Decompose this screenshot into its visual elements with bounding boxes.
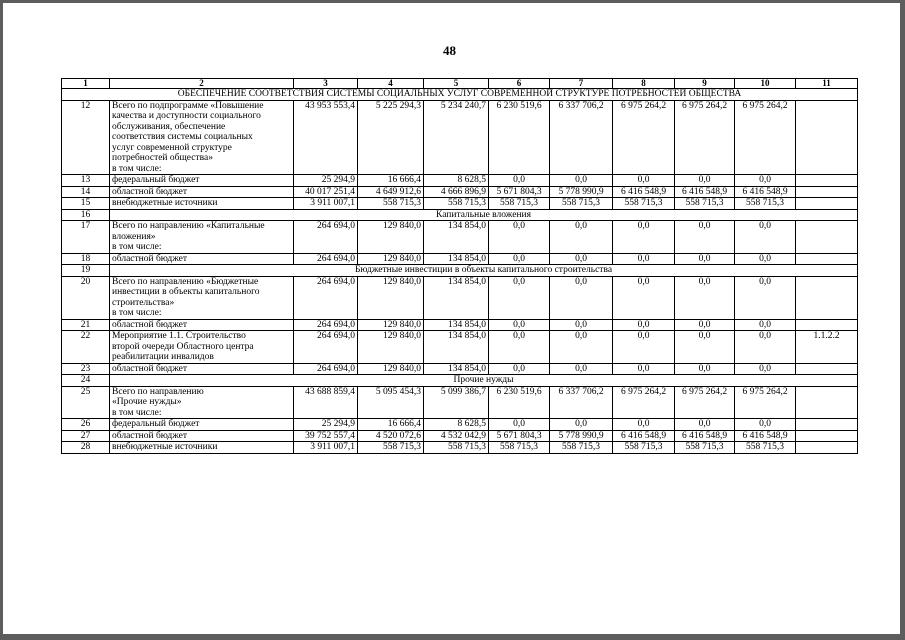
table-body: [62, 79, 858, 454]
value-cell: 6 975 264,2: [675, 386, 735, 419]
note-cell: [796, 253, 858, 265]
note-cell: [796, 100, 858, 175]
table-row: [62, 253, 858, 265]
note-cell: [796, 175, 858, 187]
value-cell: 0,0: [550, 419, 613, 431]
value-cell: 0,0: [735, 175, 796, 187]
row-number: 23: [62, 363, 110, 375]
value-cell: 5 778 990,9: [550, 430, 613, 442]
row-number: 22: [62, 331, 110, 364]
value-cell: 8 628,5: [424, 175, 489, 187]
value-cell: 6 975 264,2: [735, 386, 796, 419]
column-number-cell: 4: [358, 79, 424, 89]
value-cell: 558 715,3: [735, 442, 796, 454]
value-cell: 6 416 548,9: [675, 430, 735, 442]
column-number-cell: 7: [550, 79, 613, 89]
value-cell: 264 694,0: [294, 276, 358, 319]
row-name-cell: [110, 186, 294, 198]
value-cell: 0,0: [735, 363, 796, 375]
value-cell: 0,0: [489, 253, 550, 265]
table-row: [62, 186, 858, 198]
value-cell: 0,0: [675, 221, 735, 254]
row-name-line: Всего по направлению «Бюджетные: [112, 276, 259, 287]
row-number: 21: [62, 319, 110, 331]
value-cell: 4 520 072,6: [358, 430, 424, 442]
column-number-cell: 2: [110, 79, 294, 89]
column-number-cell: 6: [489, 79, 550, 89]
value-cell: 134 854,0: [424, 319, 489, 331]
row-name-cell: [110, 319, 294, 331]
row-name-cell: [110, 175, 294, 187]
row-name-cell: [110, 100, 294, 175]
value-cell: 6 975 264,2: [613, 100, 675, 175]
note-cell: [796, 442, 858, 454]
value-cell: 0,0: [675, 253, 735, 265]
value-cell: 129 840,0: [358, 319, 424, 331]
value-cell: 6 416 548,9: [613, 430, 675, 442]
budget-table: [61, 78, 858, 454]
value-cell: 0,0: [613, 276, 675, 319]
value-cell: 558 715,3: [613, 198, 675, 210]
table-row: [62, 175, 858, 187]
value-cell: 264 694,0: [294, 319, 358, 331]
section-label: Бюджетные инвестиции в объекты капитального строительства: [110, 265, 858, 277]
value-cell: 5 099 386,7: [424, 386, 489, 419]
value-cell: 6 975 264,2: [613, 386, 675, 419]
section-row: [62, 209, 858, 221]
column-number-cell: 11: [796, 79, 858, 89]
value-cell: 0,0: [675, 175, 735, 187]
row-name-line: областной бюджет: [112, 253, 188, 264]
row-name-line: реабилитации инвалидов: [112, 352, 214, 362]
table-row: [62, 221, 858, 254]
value-cell: 0,0: [489, 363, 550, 375]
value-cell: 0,0: [613, 319, 675, 331]
value-cell: 134 854,0: [424, 221, 489, 254]
value-cell: 558 715,3: [358, 442, 424, 454]
value-cell: 0,0: [613, 253, 675, 265]
value-cell: 0,0: [550, 331, 613, 364]
value-cell: 25 294,9: [294, 419, 358, 431]
section-title-row: [62, 89, 858, 101]
note-cell: [796, 276, 858, 319]
value-cell: 39 752 557,4: [294, 430, 358, 442]
row-name-cell: [110, 363, 294, 375]
row-name-cell: [110, 442, 294, 454]
row-number: 27: [62, 430, 110, 442]
row-name-line: в том числе:: [112, 163, 162, 174]
table-row: [62, 331, 858, 364]
value-cell: 264 694,0: [294, 221, 358, 254]
value-cell: 558 715,3: [550, 442, 613, 454]
value-cell: 3 911 007,1: [294, 442, 358, 454]
value-cell: 0,0: [735, 253, 796, 265]
row-name-cell: [110, 253, 294, 265]
value-cell: 129 840,0: [358, 276, 424, 319]
value-cell: 558 715,3: [550, 198, 613, 210]
value-cell: 6 416 548,9: [613, 186, 675, 198]
row-name-line: федеральный бюджет: [112, 419, 200, 429]
row-name-line: «Прочие нужды»: [112, 397, 182, 407]
value-cell: 6 337 706,2: [550, 386, 613, 419]
value-cell: 6 230 519,6: [489, 386, 550, 419]
value-cell: 5 671 804,3: [489, 430, 550, 442]
value-cell: 0,0: [489, 419, 550, 431]
column-number-cell: 9: [675, 79, 735, 89]
value-cell: 0,0: [613, 221, 675, 254]
value-cell: 134 854,0: [424, 363, 489, 375]
value-cell: 0,0: [550, 276, 613, 319]
value-cell: 0,0: [613, 175, 675, 187]
row-name-line: строительства»: [112, 297, 175, 308]
value-cell: 0,0: [735, 331, 796, 364]
table-row: [62, 198, 858, 210]
value-cell: 264 694,0: [294, 331, 358, 364]
value-cell: 0,0: [735, 319, 796, 331]
row-name-line: внебюджетные источники: [112, 442, 218, 452]
value-cell: 558 715,3: [489, 198, 550, 210]
note-cell: [796, 221, 858, 254]
page-number: 48: [443, 43, 456, 58]
value-cell: 16 666,4: [358, 175, 424, 187]
value-cell: 264 694,0: [294, 363, 358, 375]
value-cell: 5 095 454,3: [358, 386, 424, 419]
note-cell: [796, 386, 858, 419]
row-name-line: качества и доступности социального: [112, 111, 261, 121]
value-cell: 6 975 264,2: [735, 100, 796, 175]
row-number: 13: [62, 175, 110, 187]
section-label: Прочие нужды: [110, 375, 858, 387]
row-number: 26: [62, 419, 110, 431]
table-row: [62, 386, 858, 419]
table-row: [62, 100, 858, 175]
value-cell: 43 688 859,4: [294, 386, 358, 419]
value-cell: 0,0: [489, 276, 550, 319]
row-name-line: в том числе:: [112, 242, 162, 252]
value-cell: 558 715,3: [424, 442, 489, 454]
value-cell: 134 854,0: [424, 331, 489, 364]
value-cell: 6 416 548,9: [735, 430, 796, 442]
column-number-cell: 10: [735, 79, 796, 89]
row-name-line: областной бюджет: [112, 319, 188, 330]
section-row: [62, 375, 858, 387]
value-cell: 0,0: [735, 276, 796, 319]
section-row: [62, 265, 858, 277]
value-cell: 0,0: [489, 221, 550, 254]
row-number: 19: [62, 265, 110, 277]
row-name-line: Всего по направлению «Капитальные: [112, 221, 265, 231]
value-cell: 25 294,9: [294, 175, 358, 187]
value-cell: 0,0: [550, 363, 613, 375]
row-name-line: соответствия системы социальных: [112, 132, 253, 142]
value-cell: 558 715,3: [358, 198, 424, 210]
value-cell: 6 416 548,9: [735, 186, 796, 198]
value-cell: 0,0: [489, 175, 550, 187]
row-name-cell: [110, 386, 294, 419]
value-cell: 0,0: [550, 221, 613, 254]
row-number: 12: [62, 100, 110, 175]
note-cell: [796, 430, 858, 442]
value-cell: 558 715,3: [424, 198, 489, 210]
column-number-cell: 8: [613, 79, 675, 89]
row-name-line: в том числе:: [112, 407, 162, 418]
value-cell: 558 715,3: [613, 442, 675, 454]
row-number: 18: [62, 253, 110, 265]
note-cell: [796, 419, 858, 431]
row-name-cell: [110, 198, 294, 210]
header-row: [62, 79, 858, 89]
column-number-cell: 3: [294, 79, 358, 89]
row-name-line: Мероприятие 1.1. Строительство: [112, 331, 246, 341]
value-cell: 4 532 042,9: [424, 430, 489, 442]
value-cell: 129 840,0: [358, 253, 424, 265]
value-cell: 16 666,4: [358, 419, 424, 431]
value-cell: 5 225 294,3: [358, 100, 424, 175]
row-number: 17: [62, 221, 110, 254]
value-cell: 558 715,3: [675, 198, 735, 210]
row-name-line: инвестиции в объекты капитального: [112, 287, 260, 297]
value-cell: 0,0: [613, 331, 675, 364]
row-number: 16: [62, 209, 110, 221]
row-number: 24: [62, 375, 110, 387]
value-cell: 0,0: [675, 363, 735, 375]
value-cell: 3 911 007,1: [294, 198, 358, 210]
value-cell: 0,0: [675, 331, 735, 364]
value-cell: 5 234 240,7: [424, 100, 489, 175]
note-cell: [796, 198, 858, 210]
row-name-line: внебюджетные источники: [112, 198, 218, 208]
value-cell: 6 416 548,9: [675, 186, 735, 198]
value-cell: 0,0: [735, 419, 796, 431]
value-cell: 0,0: [613, 419, 675, 431]
table-row: [62, 430, 858, 442]
column-number-cell: 5: [424, 79, 489, 89]
row-name-cell: [110, 419, 294, 431]
row-name-line: обслуживания, обеспечение: [112, 121, 226, 132]
document-page: [3, 3, 900, 634]
row-name-line: потребностей общества»: [112, 153, 213, 163]
row-number: 28: [62, 442, 110, 454]
value-cell: 134 854,0: [424, 276, 489, 319]
value-cell: 558 715,3: [675, 442, 735, 454]
note-cell: [796, 319, 858, 331]
section-label: Капитальные вложения: [110, 209, 858, 221]
row-name-cell: [110, 430, 294, 442]
row-name-cell: [110, 331, 294, 364]
value-cell: 40 017 251,4: [294, 186, 358, 198]
value-cell: 264 694,0: [294, 253, 358, 265]
row-name-cell: [110, 276, 294, 319]
value-cell: 0,0: [613, 363, 675, 375]
value-cell: 43 953 553,4: [294, 100, 358, 175]
row-name-line: Всего по направлению: [112, 386, 204, 397]
row-name-line: областной бюджет: [112, 186, 188, 197]
value-cell: 4 649 912,6: [358, 186, 424, 198]
value-cell: 558 715,3: [489, 442, 550, 454]
row-name-line: вложения»: [112, 231, 156, 242]
value-cell: 0,0: [489, 331, 550, 364]
value-cell: 0,0: [675, 276, 735, 319]
row-name-cell: [110, 221, 294, 254]
value-cell: 0,0: [550, 319, 613, 331]
row-name-line: второй очереди Областного центра: [112, 341, 254, 352]
note-cell: [796, 363, 858, 375]
value-cell: 0,0: [550, 175, 613, 187]
note-cell: [796, 186, 858, 198]
value-cell: 129 840,0: [358, 331, 424, 364]
table-row: [62, 363, 858, 375]
section-title: ОБЕСПЕЧЕНИЕ СООТВЕТСТВИЯ СИСТЕМЫ СОЦИАЛЬНЫХ УСЛУГ СОВРЕМЕННОЙ СТРУКТУРЕ ПОТРЕБНОСТЕЙ ОБЩЕСТВА: [62, 89, 858, 101]
row-number: 20: [62, 276, 110, 319]
row-name-line: областной бюджет: [112, 363, 188, 374]
value-cell: 558 715,3: [735, 198, 796, 210]
value-cell: 4 666 896,9: [424, 186, 489, 198]
note-cell: 1.1.2.2: [796, 331, 858, 364]
value-cell: 8 628,5: [424, 419, 489, 431]
value-cell: 0,0: [550, 253, 613, 265]
value-cell: 0,0: [735, 221, 796, 254]
table-row: [62, 419, 858, 431]
value-cell: 0,0: [675, 419, 735, 431]
row-number: 25: [62, 386, 110, 419]
value-cell: 5 778 990,9: [550, 186, 613, 198]
row-number: 14: [62, 186, 110, 198]
value-cell: 0,0: [675, 319, 735, 331]
table-row: [62, 319, 858, 331]
value-cell: 0,0: [489, 319, 550, 331]
value-cell: 134 854,0: [424, 253, 489, 265]
table-row: [62, 276, 858, 319]
column-number-cell: 1: [62, 79, 110, 89]
row-name-line: федеральный бюджет: [112, 175, 200, 185]
value-cell: 129 840,0: [358, 221, 424, 254]
value-cell: 6 975 264,2: [675, 100, 735, 175]
row-number: 15: [62, 198, 110, 210]
value-cell: 129 840,0: [358, 363, 424, 375]
row-name-line: в том числе:: [112, 308, 162, 318]
table-row: [62, 442, 858, 454]
value-cell: 6 230 519,6: [489, 100, 550, 175]
row-name-line: Всего по подпрограмме «Повышение: [112, 100, 264, 111]
row-name-line: областной бюджет: [112, 430, 188, 441]
row-name-line: услуг современной структуре: [112, 142, 232, 153]
value-cell: 6 337 706,2: [550, 100, 613, 175]
value-cell: 5 671 804,3: [489, 186, 550, 198]
